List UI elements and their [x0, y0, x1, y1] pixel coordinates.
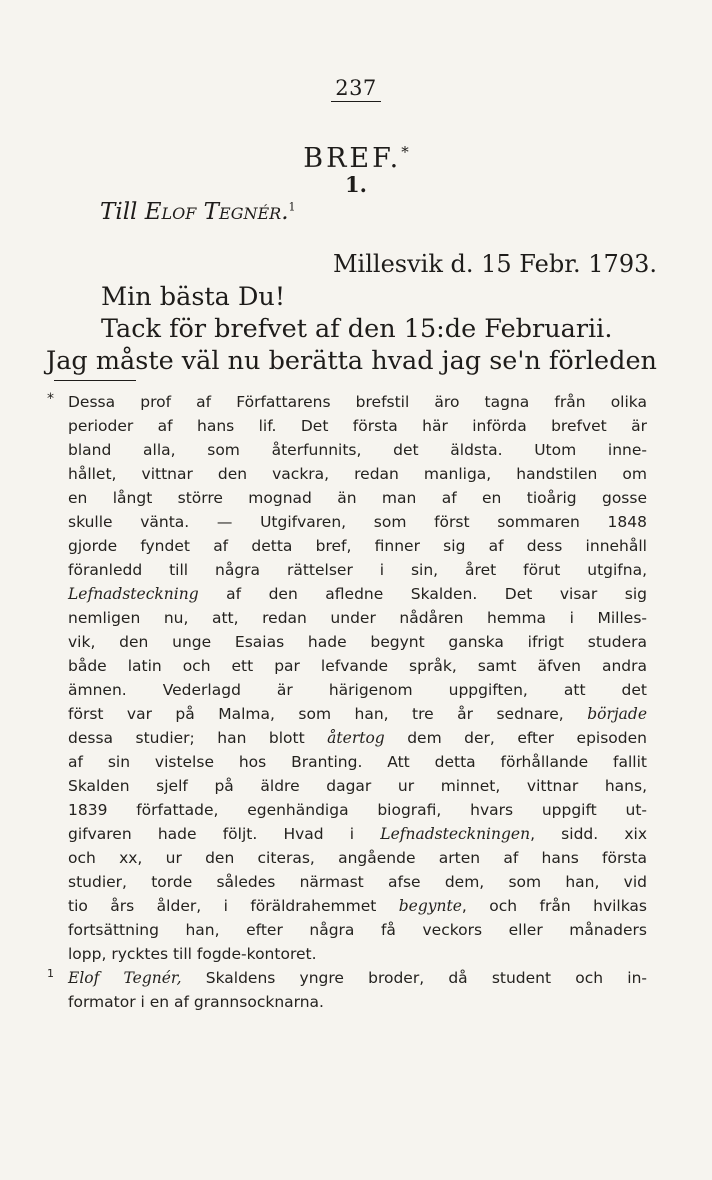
footnote-text: skulle vänta. — Utgifvaren, som först sommaren 1848 — [68, 513, 647, 531]
page-number — [0, 76, 712, 100]
footnote-line — [47, 462, 647, 486]
footnote-text: gjorde fyndet af detta bref, finner sig af dess innehåll — [68, 537, 647, 555]
recipient-prefix: Till — [100, 199, 138, 225]
footnote-text: först var på Malma, som han, tre år sednare, — [68, 705, 588, 723]
footnote-text: både latin och ett par lefvande språk, samt äfven andra — [68, 657, 647, 675]
footnote-line — [47, 798, 647, 822]
footnote-text: fortsättning han, efter några få veckors eller månaders — [68, 921, 647, 939]
italic-text: Lefnadsteckning — [68, 585, 199, 603]
footnote-line — [47, 390, 647, 414]
section-title — [0, 143, 712, 174]
footnote-text: dessa studier; han blott — [68, 729, 328, 747]
footnote-line — [47, 630, 647, 654]
footnote-text: , och från hvilkas — [461, 897, 648, 915]
italic-text: började — [587, 705, 647, 723]
letter-number: 1. — [345, 172, 367, 197]
italic-text: begynte — [398, 897, 462, 915]
footnote-text: dem der, efter episoden — [384, 729, 647, 747]
footnote-line — [47, 918, 647, 942]
recipient-name: Elof Tegnér. — [144, 199, 289, 225]
footnote-line — [47, 846, 647, 870]
page-number-text: 237 — [331, 76, 381, 102]
footnote-line — [47, 414, 647, 438]
footnote-line — [47, 822, 647, 846]
footnote-line — [47, 678, 647, 702]
recipient-footnote-marker: 1 — [288, 200, 296, 214]
section-title-footnote-marker: * — [401, 143, 409, 161]
footnote-text: studier, torde således närmast afse dem, som han, vid — [68, 873, 647, 891]
footnote-text: och xx, ur den citeras, angående arten af hans första — [68, 849, 647, 867]
footnote-line — [47, 438, 647, 462]
footnote-line — [47, 894, 647, 918]
footnote-line — [47, 558, 647, 582]
recipient-line — [100, 199, 296, 225]
footnote-text: formator i en af grannsocknarna. — [68, 993, 324, 1011]
footnote-text: Dessa prof af Författarens brefstil äro tagna från olika — [68, 393, 647, 411]
italic-text: återtog — [327, 729, 385, 747]
footnote-text: nemligen nu, att, redan under nådåren hemma i Milles- — [68, 609, 647, 627]
footnote-text: vik, den unge Esaias hade begynt ganska ifrigt studera — [68, 633, 647, 651]
footnote-line — [47, 510, 647, 534]
footnote-line — [47, 750, 647, 774]
footnote-text: af sin vistelse hos Branting. Att detta förhållande fallit — [68, 753, 647, 771]
footnote-marker: * — [47, 391, 54, 407]
footnote-line — [47, 870, 647, 894]
footnote-line — [47, 774, 647, 798]
italic-text: Elof Tegnér, — [68, 969, 182, 987]
body-line: Tack för brefvet af den 15:de Februarii. — [101, 314, 613, 344]
footnote-line — [47, 654, 647, 678]
dateline: Millesvik d. 15 Febr. 1793. — [332, 250, 657, 278]
footnote-text: hållet, vittnar den vackra, redan manliga, handstilen om — [68, 465, 647, 483]
footnote-recipient — [47, 966, 647, 1014]
footnote-line — [47, 966, 647, 990]
footnote-line — [47, 582, 647, 606]
footnote-text: ämnen. Vederlagd är härigenom uppgiften, att det — [68, 681, 647, 699]
footnote-text: 1839 författade, egenhändiga biografi, hvars uppgift ut- — [68, 801, 647, 819]
footnote-text: lopp, rycktes till fogde-kontoret. — [68, 945, 317, 963]
section-title-text: BREF. — [303, 143, 402, 174]
footnote-line — [47, 726, 647, 750]
footnote-line — [47, 990, 647, 1014]
footnote-divider — [54, 380, 136, 381]
footnote-line — [47, 702, 647, 726]
footnote-text: bland alla, som återfunnits, det äldsta. Utom inne- — [68, 441, 647, 459]
footnote-text: en långt större mognad än man af en tioårig gosse — [68, 489, 647, 507]
footnote-line — [47, 606, 647, 630]
footnote-text: Skaldens yngre broder, då student och in- — [181, 969, 647, 987]
footnote-text: Skalden sjelf på äldre dagar ur minnet, vittnar hans, — [68, 777, 647, 795]
footnote-text: , sidd. xix — [530, 825, 648, 843]
body-line: Jag måste väl nu berätta hvad jag se'n förleden — [46, 346, 657, 376]
italic-text: Lefnadsteckningen — [380, 825, 531, 843]
footnote-text: af den afledne Skalden. Det visar sig — [198, 585, 647, 603]
footnote-text: tio års ålder, i föräldrahemmet — [68, 897, 399, 915]
footnote-text: gifvaren hade följt. Hvad i — [68, 825, 381, 843]
footnote-line — [47, 486, 647, 510]
footnote-text: föranledd till några rättelser i sin, året förut utgifna, — [68, 561, 647, 579]
footnote-editor — [47, 390, 647, 966]
footnote-line — [47, 534, 647, 558]
salutation: Min bästa Du! — [101, 282, 286, 312]
footnote-line — [47, 942, 647, 966]
footnote-text: perioder af hans lif. Det första här införda brefvet är — [68, 417, 647, 435]
footnote-marker: 1 — [47, 967, 54, 980]
